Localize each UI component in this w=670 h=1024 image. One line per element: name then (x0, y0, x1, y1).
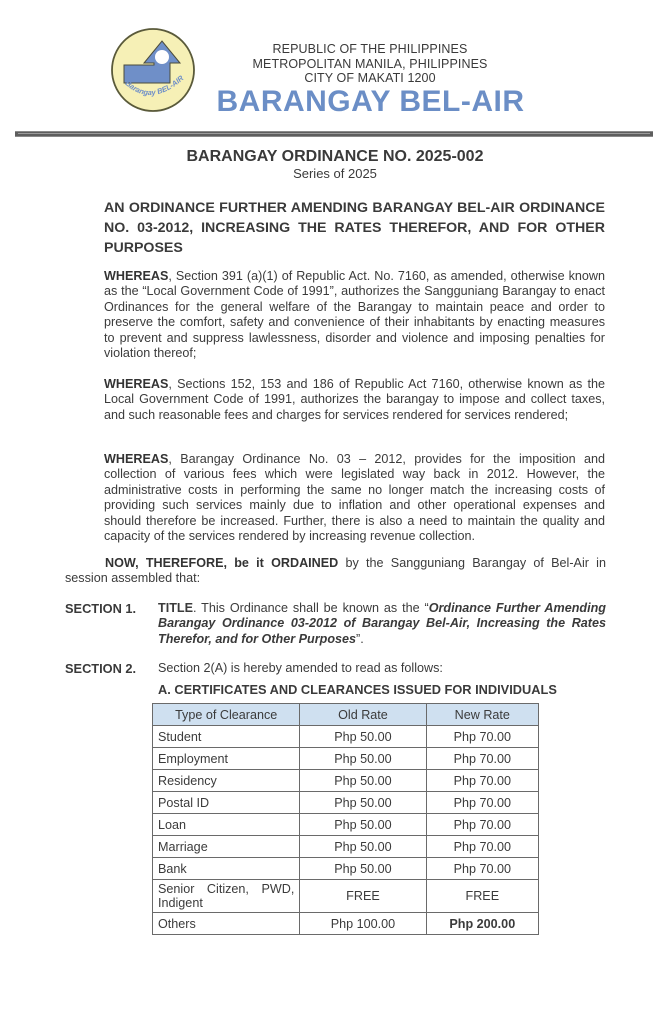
letterhead-region: METROPOLITAN MANILA, PHILIPPINES (252, 57, 488, 71)
cell-type: Loan (153, 814, 300, 836)
letterhead-divider (15, 131, 653, 137)
whereas-text: , Sections 152, 153 and 186 of Republic Act 7160, otherwise known as the Local Government Code of 1991, authorizes the barangay to impose and collect taxes, and such reasonable fees and charges for services rendered for services rendered; (104, 377, 605, 422)
letterhead-republic: REPUBLIC OF THE PHILIPPINES (272, 42, 468, 56)
ordaining-clause (65, 556, 606, 587)
cell-new-rate: Php 70.00 (426, 792, 538, 814)
cell-type: Senior Citizen, PWD, Indigent (153, 880, 300, 913)
section-2-subheading: A. CERTIFICATES AND CLEARANCES ISSUED FOR INDIVIDUALS (158, 682, 557, 697)
whereas-text: , Section 391 (a)(1) of Republic Act. No. 7160, as amended, otherwise known as the “Local Government Code of 1991”, authorizes the Sangguniang Barangay to enact Ordinances for the general welfare of the Barangay to maintain peace and order to preserve the comfort, safety and convenience of their inhabitants by enacting measures to prevent and suppress lawlessness, disorder and violence and imposing penalties for violation thereof; (104, 269, 605, 361)
section-1-label: SECTION 1. (65, 601, 137, 616)
table-row (153, 836, 539, 858)
cell-new-rate: Php 70.00 (426, 814, 538, 836)
section-1-body (158, 601, 606, 647)
cell-old-rate: Php 50.00 (300, 814, 426, 836)
cell-new-rate: Php 70.00 (426, 858, 538, 880)
section-2-body: Section 2(A) is hereby amended to read as follows: (158, 661, 443, 675)
table-row (153, 792, 539, 814)
ordinance-series: Series of 2025 (293, 166, 377, 181)
whereas-text: , Barangay Ordinance No. 03 – 2012, provides for the imposition and collection of various fees which were legislated way back in 2012. However, the administrative costs in performing the same no longer match the increasing costs of providing such services mainly due to inflation and other operational expenses and should therefore be increased. Further, there is also a need to maintain the quality and capacity of the services rendered by increasing revenue collection. (104, 452, 605, 544)
whereas-lead: WHEREAS (104, 377, 169, 391)
section-1-pre: . This Ordinance shall be known as the “ (192, 601, 429, 615)
cell-old-rate: Php 50.00 (300, 858, 426, 880)
table-row (153, 880, 539, 913)
column-header-type: Type of Clearance (153, 704, 300, 726)
barangay-seal-logo (110, 27, 196, 113)
letterhead-brand: BARANGAY BEL-AIR (216, 85, 525, 118)
cell-old-rate: Php 100.00 (300, 913, 426, 935)
ordinance-title: BARANGAY ORDINANCE NO. 2025-002 (186, 148, 484, 165)
cell-type: Residency (153, 770, 300, 792)
table-row (153, 770, 539, 792)
cell-old-rate: Php 50.00 (300, 770, 426, 792)
cell-new-rate: Php 70.00 (426, 748, 538, 770)
table-row (153, 726, 539, 748)
column-header-new-rate: New Rate (426, 704, 538, 726)
cell-new-rate: Php 70.00 (426, 726, 538, 748)
cell-type: Employment (153, 748, 300, 770)
ordinance-caption: AN ORDINANCE FURTHER AMENDING BARANGAY BEL-AIR ORDINANCE NO. 03-2012, INCREASING THE RATES THEREFOR, AND FOR OTHER PURPOSES (104, 200, 605, 256)
ordaining-lead: NOW, THEREFORE, be it ORDAINED (105, 556, 339, 570)
cell-type: Postal ID (153, 792, 300, 814)
table-row (153, 748, 539, 770)
table-row (153, 858, 539, 880)
section-1-post: ”. (356, 631, 364, 646)
cell-old-rate: Php 50.00 (300, 836, 426, 858)
whereas-clause-3 (104, 452, 605, 544)
clearance-rates-table (152, 703, 539, 935)
whereas-clause-1 (104, 269, 605, 361)
cell-type: Marriage (153, 836, 300, 858)
svg-text:Barangay BEL-AIR: Barangay BEL-AIR (123, 73, 186, 98)
cell-type: Others (153, 913, 300, 935)
cell-new-rate: Php 70.00 (426, 770, 538, 792)
cell-new-rate: Php 200.00 (426, 913, 538, 935)
column-header-old-rate: Old Rate (300, 704, 426, 726)
section-1-ordinance-name: Ordinance Further Amending Barangay Ordinance 03-2012 of Barangay Bel-Air, Increasing the Rates Therefor, and for Other Purposes (158, 601, 606, 646)
cell-old-rate: FREE (300, 880, 426, 913)
whereas-lead: WHEREAS (104, 452, 169, 466)
cell-type: Student (153, 726, 300, 748)
table-header-row (153, 704, 539, 726)
barangay-bel-air-seal-icon (110, 27, 196, 113)
cell-old-rate: Php 50.00 (300, 726, 426, 748)
section-2-label: SECTION 2. (65, 661, 137, 676)
cell-new-rate: FREE (426, 880, 538, 913)
whereas-clause-2 (104, 377, 605, 423)
cell-old-rate: Php 50.00 (300, 792, 426, 814)
letterhead-city: CITY OF MAKATI 1200 (304, 71, 436, 85)
cell-new-rate: Php 70.00 (426, 836, 538, 858)
cell-type: Bank (153, 858, 300, 880)
whereas-lead: WHEREAS (104, 269, 169, 283)
section-1-heading: TITLE (158, 601, 193, 615)
ordaining-text: by the Sangguniang Barangay of Bel-Air in session assembled that: (65, 556, 606, 586)
table-row (153, 913, 539, 935)
table-row (153, 814, 539, 836)
cell-old-rate: Php 50.00 (300, 748, 426, 770)
